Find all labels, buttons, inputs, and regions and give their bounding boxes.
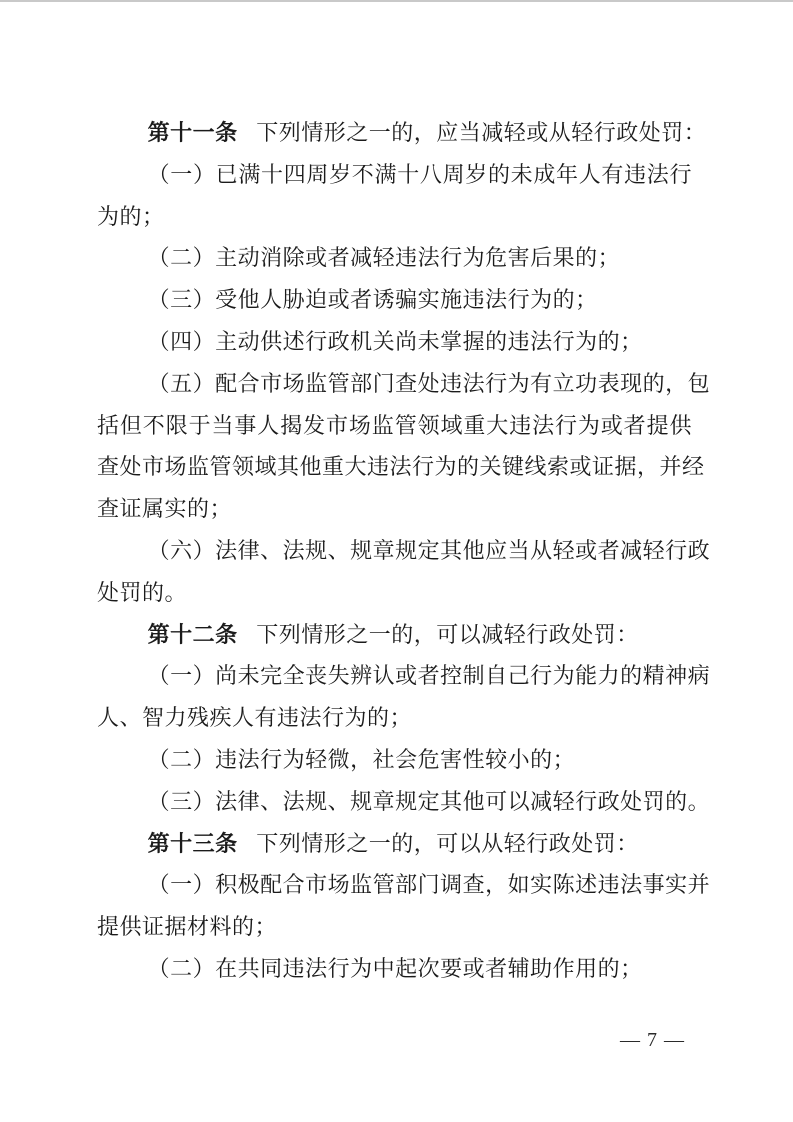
article-number-label: 第十二条 (147, 621, 238, 647)
line-text: （五）配合市场监管部门查处违法行为有立功表现的，包 (147, 370, 711, 396)
line-text: 下列情形之一的，可以从轻行政处罚： (256, 830, 639, 856)
text-line (97, 196, 692, 238)
text-line (97, 614, 692, 656)
line-text: （二）违法行为轻微，社会危害性较小的； (147, 746, 576, 772)
paragraph-block (97, 739, 692, 781)
line-text: （六）法律、法规、规章规定其他应当从轻或者减轻行政 (147, 537, 711, 563)
paragraph-block (97, 363, 711, 530)
paragraph-block (97, 154, 692, 238)
paragraph-block (97, 655, 711, 739)
paragraph-block (97, 237, 692, 279)
paragraph-block (97, 864, 711, 948)
text-line (97, 321, 692, 363)
text-line (97, 655, 711, 697)
paragraph-block (97, 614, 692, 656)
document-body (97, 112, 711, 990)
paragraph-block (97, 948, 692, 990)
text-line (97, 405, 692, 447)
line-text: （三）法律、法规、规章规定其他可以减轻行政处罚的。 (147, 788, 711, 814)
line-text: （四）主动供述行政机关尚未掌握的违法行为的； (147, 328, 643, 354)
paragraph-block (97, 321, 692, 363)
text-line (97, 363, 711, 405)
line-text: 查处市场监管领域其他重大违法行为的关键线索或证据，并经 (97, 454, 705, 480)
text-line (97, 739, 692, 781)
article-number-label: 第十一条 (147, 120, 238, 145)
text-line (97, 446, 705, 488)
article-number-label: 第十三条 (147, 830, 238, 856)
line-text: （一）尚未完全丧失辨认或者控制自己行为能力的精神病 (147, 663, 711, 689)
paragraph-block (97, 530, 711, 614)
paragraph-block (97, 279, 692, 321)
text-line (97, 781, 711, 823)
text-line (97, 488, 692, 530)
line-text: （二）主动消除或者减轻违法行为危害后果的； (147, 245, 621, 271)
text-line (97, 279, 692, 321)
line-text: 为的； (97, 203, 165, 229)
text-line (97, 864, 711, 906)
page-number: — 7 — (620, 1029, 685, 1051)
page-footer (620, 1029, 685, 1052)
paragraph-block (97, 781, 711, 823)
text-line (97, 906, 692, 948)
line-text: 提供证据材料的； (97, 914, 278, 940)
text-line (97, 823, 692, 865)
line-text: （一）积极配合市场监管部门调查，如实陈述违法事实并 (147, 872, 711, 898)
text-line (97, 697, 692, 739)
paragraph-block (97, 112, 707, 154)
line-text: 下列情形之一的，应当减轻或从轻行政处罚： (256, 120, 707, 145)
text-line (97, 154, 692, 196)
text-line (97, 572, 692, 614)
text-line (97, 530, 711, 572)
line-text: （一）已满十四周岁不满十八周岁的未成年人有违法行 (147, 161, 692, 187)
text-line (97, 948, 692, 990)
line-text: 下列情形之一的，可以减轻行政处罚： (256, 621, 639, 647)
line-text: 查证属实的； (97, 496, 233, 522)
line-text: （三）受他人胁迫或者诱骗实施违法行为的； (147, 287, 598, 313)
text-line (97, 112, 707, 154)
text-line (97, 237, 692, 279)
line-text: （二）在共同违法行为中起次要或者辅助作用的； (147, 955, 643, 981)
line-text: 处罚的。 (97, 579, 188, 605)
paragraph-block (97, 823, 692, 865)
line-text: 括但不限于当事人揭发市场监管领域重大违法行为或者提供 (97, 412, 692, 438)
scan-edge-line (0, 0, 793, 2)
line-text: 人、智力残疾人有违法行为的； (97, 705, 413, 731)
